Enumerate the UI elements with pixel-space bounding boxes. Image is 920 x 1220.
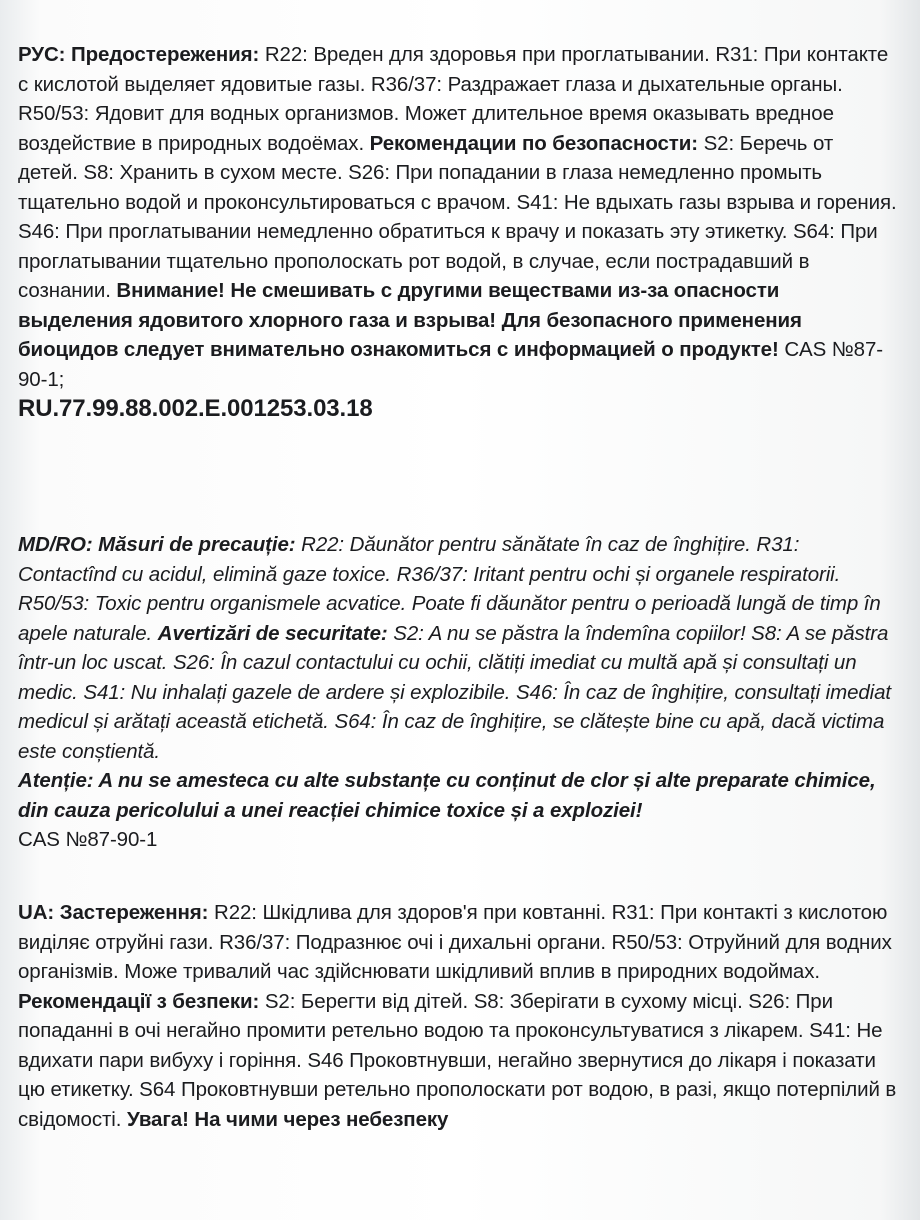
ua-warning-end: чими через небезпеку: [226, 1107, 449, 1131]
ua-recommendations-heading: Рекомендації з безпеки:: [18, 989, 260, 1013]
ru-recommendations-heading: Рекомендации по безопасности:: [369, 131, 698, 155]
ru-warning: Внимание! Не смешивать с другими веществами из-за опасности выделения ядовитого хлорного газа и взрыва! Для безопасного применения биоцидов следует внимательно ознакомиться с информацией о продукте!: [18, 279, 802, 361]
md-warning-paragraph: [18, 766, 898, 825]
md-warning: Atenție: A nu se amesteca cu alte substanțe cu conținut de clor și alte preparate chimice, din cauza pericolului a unei reacției chimice toxice și a exploziei!: [18, 769, 876, 822]
ru-safety-text: S2: Беречь от детей. S8: Хранить в сухом месте. S26: При попадании в глаза немедленно промыть тщательно водой и проконсультироваться с врачом. S41: Не вдыхать газы взрыва и горения. S46: При проглатывании немедленно обратиться к врачу и показать эту этикетку. S64: При проглатывании тщательно прополоскать рот водой, в случае, если пострадавший в сознании.: [18, 131, 897, 302]
ru-registration-number: RU.77.99.88.002.E.001253.03.18: [18, 395, 373, 422]
md-safety-text: S2: A nu se păstra la îndemîna copiilor! S8: A se păstra într-un loc uscat. S26: În cazul contactului cu ochii, clătiți imediat cu multă apă și consultați un medic. S41: Nu inhalați gazele de ardere și explozibile. S46: În caz de înghițire, consultați imediat medicul și arătați această etichetă. S64: În caz de înghițire, se clătește bine cu apă, dacă victima este conștientă.: [18, 621, 892, 763]
ru-heading: РУС: Предостережения:: [18, 43, 260, 66]
md-cas: CAS №87-90-1: [18, 828, 158, 851]
ua-paragraph: [18, 898, 898, 1134]
md-risk-text: R22: Dăunător pentru sănătate în caz de înghițire. R31: Contactînd cu acidul, elimină gaze toxice. R36/37: Iritant pentru ochi și organele respiratorii. R50/53: Toxic pentru organismele acvatice. Poate fi dăunător pentru o perioadă lungă de timp în apele naturale.: [18, 533, 881, 645]
ru-risk-text: R22: Вреден для здоровья при проглатывании. R31: При контакте с кислотой выделяет ядовитые газы. R36/37: Раздражает глаза и дыхательные органы. R50/53: Ядовит для водных организмов. Может длительное время оказывать вредное воздействие в природных водоёмах.: [18, 43, 889, 155]
ru-cas: CAS №87-90-1;: [18, 338, 883, 391]
md-paragraph: [18, 530, 898, 766]
md-recommendations-heading: Avertizări de securitate:: [157, 621, 388, 645]
ua-heading: UA: Застереження:: [18, 901, 209, 924]
section-ua: [18, 898, 898, 1134]
ua-risk-text: R22: Шкідлива для здоров'я при ковтанні. R31: При контакті з кислотою виділяє отруйні гази. R36/37: Подразнює очі і дихальні органи. R50/53: Отруйний для водних організмів. Може тривалий час здійснювати шкідливий вплив в природних водоймах.: [18, 901, 892, 983]
section-ru: [18, 40, 898, 424]
section-md-ro: [18, 530, 898, 855]
ua-warning-start: Увага! На: [126, 1107, 221, 1131]
ru-paragraph: [18, 40, 898, 394]
md-heading: MD/RO: Măsuri de precauție:: [18, 533, 296, 556]
ua-safety-text: S2: Берегти від дітей. S8: Зберігати в сухому місці. S26: При попаданні в очі негайно промити ретельно водою та проконсультуватися з лікарем. S41: Не вдихати пари вибуху і горіння. S46 Проковтнувши, негайно звернутися до лікаря і показати цю етикетку. S64 Проковтнувши ретельно прополоскати рот водою, в разі, якщо потерпілий в свідомості.: [18, 989, 897, 1131]
